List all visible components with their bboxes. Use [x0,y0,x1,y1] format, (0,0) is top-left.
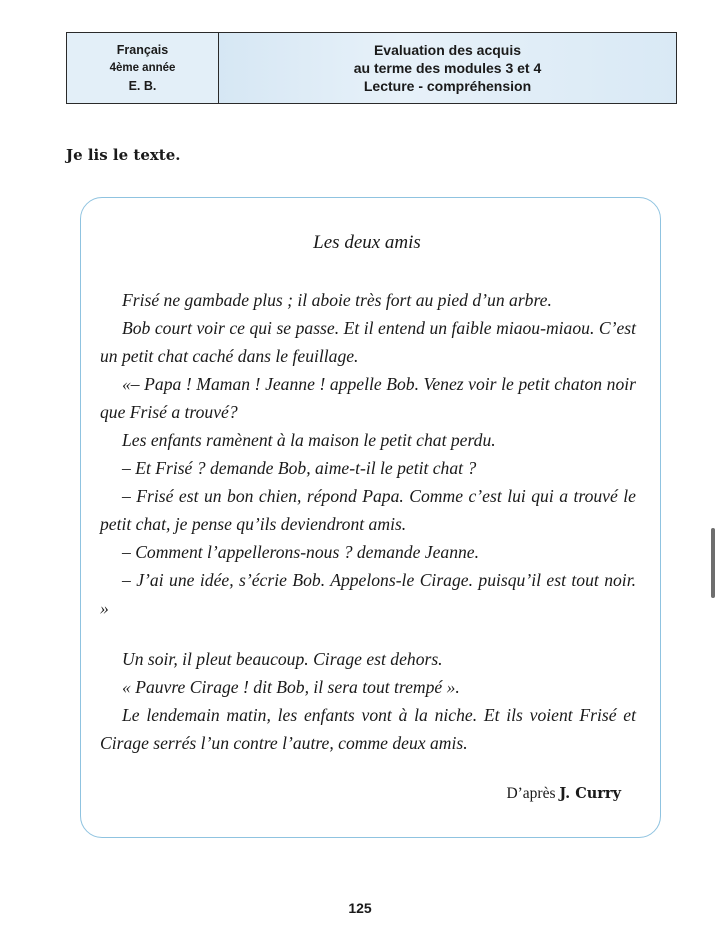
story-title: Les deux amis [313,232,421,253]
header-title-line2: au terme des modules 3 et 4 [353,60,542,76]
story-paragraph: Le lendemain matin, les enfants vont à la niche. Et ils voient Frisé et Cirage serrés l’un contre l’autre, comme deux amis. [100,705,636,753]
story-paragraph: – Frisé est un bon chien, répond Papa. Comme c’est lui qui a trouvé le petit chat, je pense qu’ils deviendront amis. [100,486,636,534]
header-title-line3: Lecture - compréhension [363,78,532,94]
story-part-2 [100,645,636,757]
story-paragraph: «– Papa ! Maman ! Jeanne ! appelle Bob. Venez voir le petit chaton noir que Frisé a trouvé? [100,374,636,422]
story-paragraph: Les enfants ramènent à la maison le petit chat perdu. [122,430,496,450]
header-level: 4ème année [109,62,176,74]
header-cycle: E. B. [128,79,157,93]
header-level-cell [67,33,219,103]
page-number: 125 [348,900,372,916]
story-source [506,785,621,803]
header-subject: Français [116,43,169,57]
story-paragraph: Frisé ne gambade plus ; il aboie très fort au pied d’un arbre. [122,290,552,310]
story-paragraph: – J’ai une idée, s’écrie Bob. Appelons-le Cirage. puisqu’il est tout noir. » [100,570,636,618]
story-paragraph: Bob court voir ce qui se passe. Et il entend un faible miaou-miaou. C’est un petit chat caché dans le feuillage. [100,318,636,366]
header-title-cell [219,33,676,103]
story-paragraph: Un soir, il pleut beaucoup. Cirage est dehors. [122,649,443,669]
scrollbar[interactable] [711,528,715,598]
story-paragraph: – Et Frisé ? demande Bob, aime-t-il le petit chat ? [122,458,477,478]
source-prefix: D’après [506,785,556,802]
header-title-line1: Evaluation des acquis [373,42,522,58]
story-paragraph: – Comment l’appellerons-nous ? demande Jeanne. [122,542,480,562]
story-part-1 [100,286,636,622]
story-author: J. Curry [559,785,621,802]
header-table [66,32,677,104]
instruction: Je lis le texte. [66,146,181,164]
story-paragraph: « Pauvre Cirage ! dit Bob, il sera tout trempé ». [122,677,460,697]
